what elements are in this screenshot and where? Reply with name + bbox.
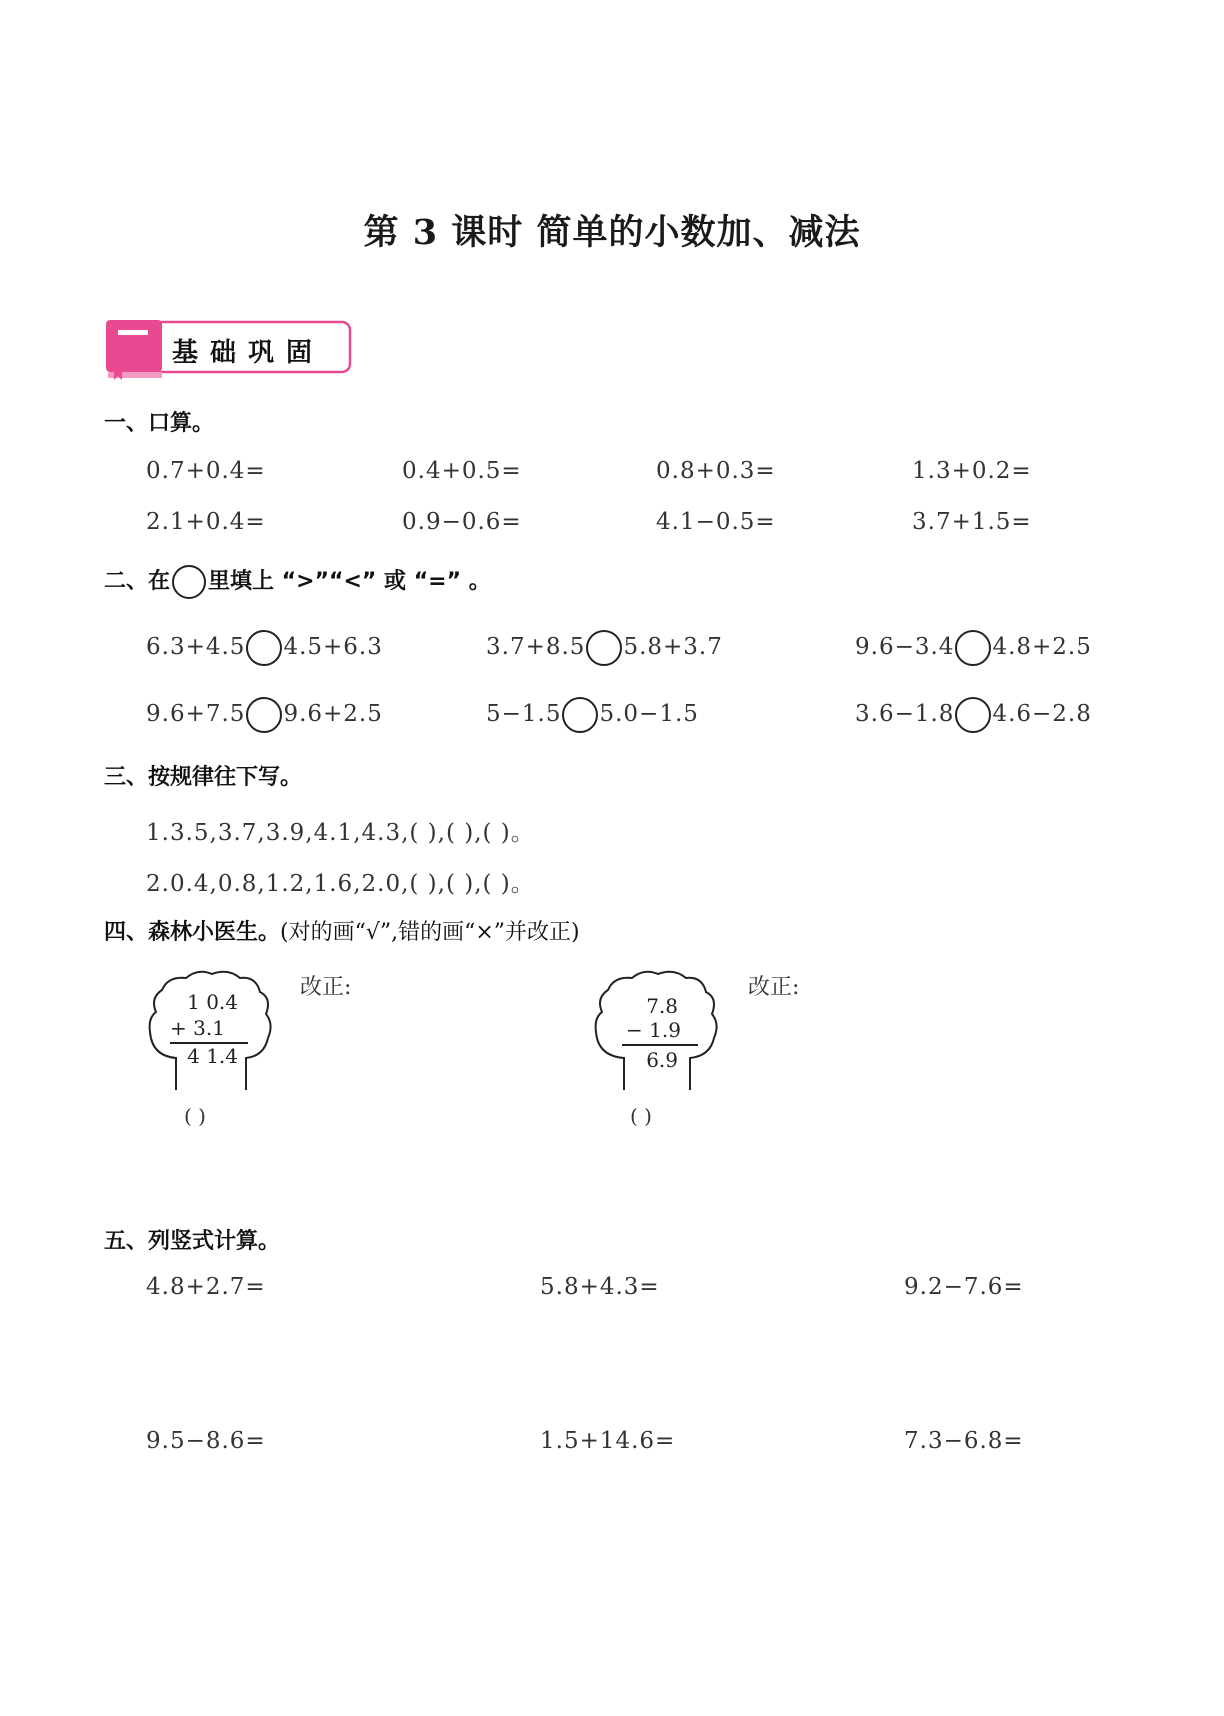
compare-item bbox=[855, 630, 1092, 666]
answer-circle[interactable] bbox=[562, 697, 598, 733]
sequence-line: 1.3.5,3.7,3.9,4.1,4.3,( ),( ),( )。 bbox=[146, 820, 535, 846]
compare-right: 4.6−2.8 bbox=[992, 701, 1092, 727]
compare-left: 9.6+7.5 bbox=[146, 701, 246, 727]
compare-right: 9.6+2.5 bbox=[283, 701, 383, 727]
section-4-heading bbox=[104, 915, 580, 946]
section-4-title: 四、森林小医生。 bbox=[104, 920, 281, 945]
vertical-top: 1 0.4 bbox=[187, 990, 238, 1014]
vertical-calc-item: 7.3−6.8= bbox=[904, 1428, 1024, 1454]
vertical-top: 7.8 bbox=[646, 994, 678, 1018]
section-5-heading: 五、列竖式计算。 bbox=[104, 1229, 281, 1254]
compare-item bbox=[486, 630, 723, 666]
vertical-calc-item: 4.8+2.7= bbox=[146, 1274, 266, 1300]
circle-icon bbox=[172, 565, 206, 599]
judge-paren[interactable]: ( ) bbox=[184, 1104, 206, 1128]
page-title: 第 3 课时 简单的小数加、减法 bbox=[363, 212, 861, 253]
section-2-heading-start: 二、在 bbox=[104, 569, 171, 594]
section-3-heading: 三、按规律往下写。 bbox=[104, 765, 303, 790]
vertical-calc-item: 9.5−8.6= bbox=[146, 1428, 266, 1454]
mental-math-item: 4.1−0.5= bbox=[656, 509, 776, 535]
mental-math-item: 2.1+0.4= bbox=[146, 509, 266, 535]
vertical-result: 4 1.4 bbox=[187, 1044, 238, 1068]
vertical-operand: − 1.9 bbox=[626, 1018, 681, 1042]
answer-circle[interactable] bbox=[246, 630, 282, 666]
mental-math-item: 3.7+1.5= bbox=[912, 509, 1032, 535]
compare-item bbox=[486, 697, 699, 733]
compare-left: 5−1.5 bbox=[486, 701, 562, 727]
mental-math-item: 0.8+0.3= bbox=[656, 458, 776, 484]
correction-label: 改正: bbox=[300, 975, 352, 1000]
vertical-operand: + 3.1 bbox=[170, 1016, 225, 1040]
compare-item bbox=[146, 697, 383, 733]
mental-math-item: 0.7+0.4= bbox=[146, 458, 266, 484]
compare-right: 4.5+6.3 bbox=[283, 634, 383, 660]
compare-right: 4.8+2.5 bbox=[992, 634, 1092, 660]
sequence-line: 2.0.4,0.8,1.2,1.6,2.0,( ),( ),( )。 bbox=[146, 871, 535, 897]
compare-left: 6.3+4.5 bbox=[146, 634, 246, 660]
vertical-calc-item: 5.8+4.3= bbox=[540, 1274, 660, 1300]
compare-right: 5.0−1.5 bbox=[599, 701, 699, 727]
banner-label: 基础巩固 bbox=[172, 338, 325, 368]
mental-math-item: 0.4+0.5= bbox=[402, 458, 522, 484]
compare-right: 5.8+3.7 bbox=[623, 634, 723, 660]
answer-circle[interactable] bbox=[955, 630, 991, 666]
answer-circle[interactable] bbox=[246, 697, 282, 733]
vertical-result: 6.9 bbox=[646, 1048, 678, 1072]
section-banner bbox=[104, 318, 354, 380]
compare-left: 9.6−3.4 bbox=[855, 634, 955, 660]
mental-math-item: 1.3+0.2= bbox=[912, 458, 1032, 484]
compare-left: 3.7+8.5 bbox=[486, 634, 586, 660]
compare-left: 3.6−1.8 bbox=[855, 701, 955, 727]
section-2-heading-end: 里填上 “>”“<” 或 “=” 。 bbox=[208, 569, 491, 594]
section-1-heading: 一、口算。 bbox=[104, 411, 215, 436]
vertical-calc-item: 1.5+14.6= bbox=[540, 1428, 676, 1454]
section-2-heading bbox=[104, 564, 491, 599]
section-4-note: (对的画“√”,错的画“×”并改正) bbox=[280, 920, 580, 945]
mental-math-item: 0.9−0.6= bbox=[402, 509, 522, 535]
vertical-line bbox=[622, 1044, 698, 1046]
answer-circle[interactable] bbox=[586, 630, 622, 666]
answer-circle[interactable] bbox=[955, 697, 991, 733]
correction-label: 改正: bbox=[748, 975, 800, 1000]
vertical-calc-item: 9.2−7.6= bbox=[904, 1274, 1024, 1300]
judge-paren[interactable]: ( ) bbox=[630, 1104, 652, 1128]
compare-item bbox=[855, 697, 1092, 733]
compare-item bbox=[146, 630, 383, 666]
